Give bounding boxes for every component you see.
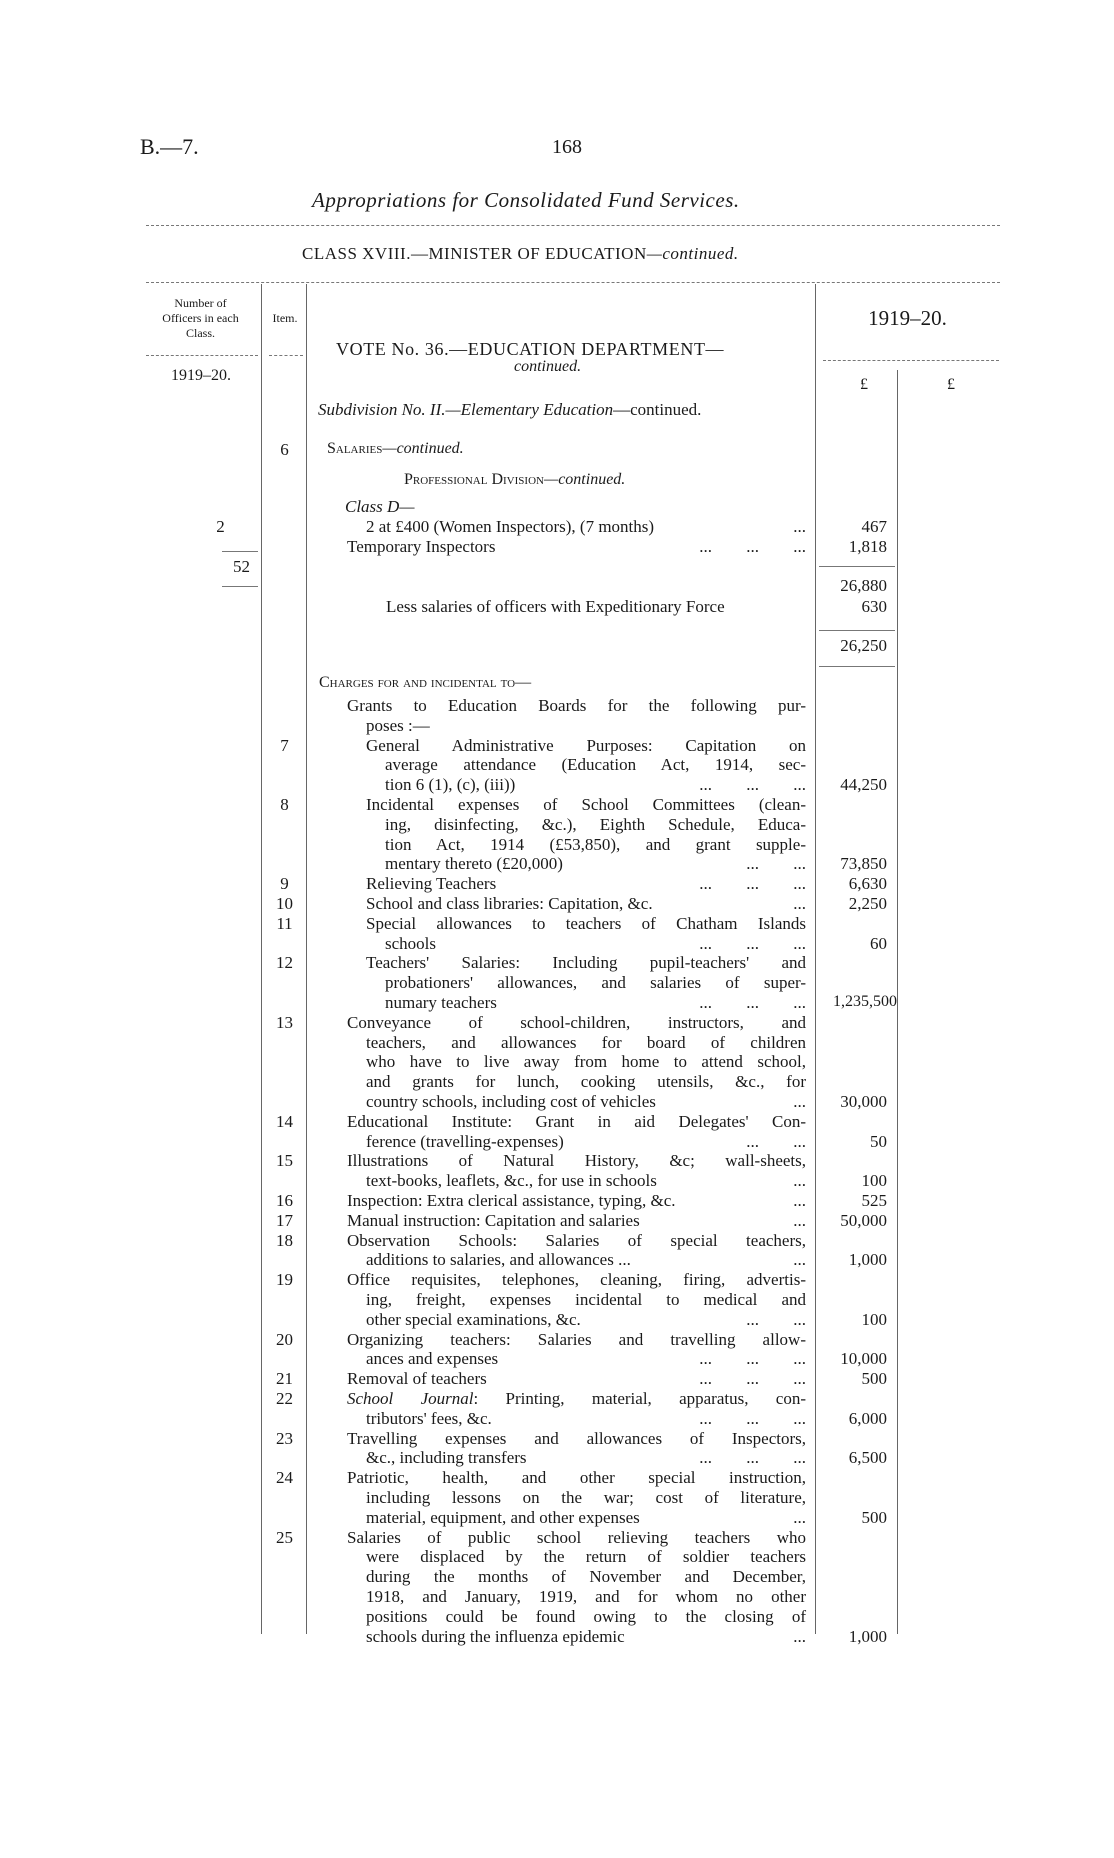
charge-line-text: Educational Institute: Grant in aid Delegates' Con-	[347, 1111, 806, 1131]
charge-line	[347, 1330, 806, 1350]
leader-dots: ... ... ...	[699, 874, 806, 894]
charge-line	[366, 795, 806, 815]
less-amount: 630	[861, 597, 887, 616]
vote-title-cont: continued.	[514, 358, 582, 375]
item-number: 20	[276, 1329, 293, 1349]
charges-heading: Charges for and incidental to—	[319, 674, 532, 691]
charge-line-text: Teachers' Salaries: Including pupil-teachers' and	[366, 953, 806, 973]
leader-dots: ... ...	[746, 1131, 806, 1151]
charge-line	[366, 1488, 806, 1508]
charge-line-text: schools	[385, 933, 436, 953]
officers-rule	[222, 551, 258, 552]
charge-line-text: who have to live away from home to attend school,	[366, 1052, 806, 1072]
charge-amount: 1,235,500	[833, 993, 897, 1010]
charge-amount: 50,000	[840, 1210, 887, 1230]
charge-line-text: General Administrative Purposes: Capitation on	[366, 735, 806, 755]
charge-amount: 100	[861, 1171, 887, 1191]
charge-line-text: probationers' allowances, and salaries of super-	[385, 973, 806, 993]
charge-amount: 6,630	[848, 874, 887, 894]
officers-header-line: Officers in each	[162, 311, 239, 325]
charge-line-text: Relieving Teachers	[366, 874, 497, 894]
charge-line-text: Patriotic, health, and other special instruction,	[347, 1468, 806, 1488]
column-rule	[306, 284, 307, 1634]
leader-dots: ...	[793, 1092, 806, 1111]
charge-line	[347, 1528, 806, 1548]
column-rule	[261, 284, 262, 1634]
charge-line	[366, 736, 806, 756]
charge-line	[366, 894, 806, 914]
charge-line-text: and grants for lunch, cooking utensils, &c., for	[366, 1072, 806, 1092]
charge-line	[385, 973, 806, 993]
divider	[146, 282, 1000, 283]
leader-dots: ... ...	[746, 854, 806, 874]
charge-line	[385, 934, 806, 954]
charge-line	[366, 1587, 806, 1607]
charge-amount: 1,000	[848, 1626, 887, 1646]
charge-line-text: School and class libraries: Capitation, &c.	[366, 894, 653, 913]
charge-line-text: additions to salaries, and allowances ...	[366, 1250, 631, 1270]
salaries-cont: —continued.	[382, 440, 464, 457]
charge-amount: 60	[870, 933, 887, 953]
divider	[146, 225, 1000, 226]
item-number: 21	[276, 1369, 293, 1389]
leader-dots: ... ... ...	[699, 1369, 806, 1389]
charge-line-text: tion Act, 1914 (£53,850), and grant supple-	[385, 834, 806, 854]
leader-dots: ... ... ...	[699, 537, 806, 556]
leader-dots: ...	[793, 1250, 806, 1270]
charge-line-text: including lessons on the war; cost of literature,	[366, 1488, 806, 1507]
charge-line	[385, 835, 806, 855]
charge-amount: 100	[861, 1309, 887, 1329]
charge-line	[366, 1250, 806, 1270]
charge-line	[347, 1211, 806, 1231]
charge-amount: 525	[861, 1191, 887, 1210]
class-d-heading: Class D—	[345, 497, 415, 516]
charge-line	[366, 874, 806, 894]
header-rule	[269, 355, 303, 356]
officers-rule	[222, 586, 258, 587]
officers-year: 1919–20.	[171, 367, 231, 384]
item-number: 10	[276, 894, 293, 913]
charge-line-text: text-books, leaflets, &c., for use in schools	[366, 1171, 657, 1191]
leader-dots: ...	[793, 894, 806, 913]
leader-dots: ... ... ...	[699, 933, 806, 953]
year-column-header: 1919–20.	[868, 306, 947, 330]
sum-rule	[819, 566, 895, 567]
pound-sign: £	[860, 376, 868, 393]
charge-amount: 500	[861, 1369, 887, 1389]
charge-line	[366, 953, 806, 973]
officers-total: 52	[233, 557, 250, 576]
item-number: 11	[276, 913, 293, 933]
charge-line-text: Grants to Education Boards for the following pur-	[347, 696, 806, 715]
subdivision-text: Subdivision No. II.—Elementary Education	[318, 400, 614, 419]
division-label: Professional Division	[404, 471, 544, 488]
charge-line	[385, 993, 806, 1013]
charge-line	[347, 696, 806, 716]
salary-amount: 1,818	[848, 537, 887, 556]
officers-header-line: Number of	[174, 296, 227, 310]
officers-count: 2	[216, 517, 225, 536]
charge-line	[366, 1310, 806, 1330]
charge-amount: 10,000	[840, 1349, 887, 1369]
less-label: Less salaries of officers with Expeditionary Force	[386, 597, 725, 616]
sum-rule	[819, 666, 895, 667]
charge-line	[366, 1033, 806, 1053]
charge-line	[366, 914, 806, 934]
leader-dots: ...	[793, 517, 806, 536]
charge-line-text: Inspection: Extra clerical assistance, typing, &c.	[347, 1191, 676, 1210]
charge-line	[366, 1627, 806, 1647]
charge-amount: 500	[861, 1507, 887, 1527]
charge-amount: 1,000	[848, 1250, 887, 1270]
charge-line-text: other special examinations, &c.	[366, 1309, 581, 1329]
charge-line	[385, 815, 806, 835]
item-number: 12	[276, 953, 293, 973]
charge-line	[366, 1171, 806, 1191]
charge-line	[347, 1369, 806, 1389]
leader-dots: ...	[793, 1210, 806, 1230]
subdivision-cont: —continued.	[613, 400, 702, 419]
item-number: 25	[276, 1527, 293, 1547]
charge-line-text: positions could be found owing to the closing of	[366, 1606, 806, 1626]
charge-line	[366, 1052, 806, 1072]
leader-dots: ... ... ...	[699, 775, 806, 795]
leader-dots: ... ... ...	[699, 1408, 806, 1428]
item-number: 6	[280, 440, 289, 459]
charge-line	[347, 1191, 806, 1211]
charge-line	[385, 775, 806, 795]
charge-amount: 30,000	[840, 1092, 887, 1111]
leader-dots: ... ... ...	[699, 1448, 806, 1468]
header-rule	[146, 355, 258, 356]
item-number: 16	[276, 1191, 293, 1210]
charge-line	[347, 1389, 806, 1409]
charge-line	[347, 1468, 806, 1488]
item-number: 13	[276, 1012, 293, 1032]
page-number: 168	[552, 136, 582, 158]
charge-line	[347, 1231, 806, 1251]
column-rule	[897, 370, 898, 1634]
item-number: 24	[276, 1468, 293, 1488]
charge-line-text: during the months of November and December,	[366, 1567, 806, 1587]
charge-line	[366, 1607, 806, 1627]
salary-amount: 467	[861, 517, 887, 536]
charge-line-text: Conveyance of school-children, instructors, and	[347, 1012, 806, 1032]
charge-line	[366, 1349, 806, 1369]
class-title	[302, 244, 739, 264]
item-number: 23	[276, 1428, 293, 1448]
charge-line-text: average attendance (Education Act, 1914, sec-	[385, 755, 806, 775]
charge-line-text: Salaries of public school relieving teachers who	[347, 1527, 806, 1547]
charge-line	[366, 1508, 806, 1528]
header-rule	[823, 360, 999, 361]
class-title-cont: —continued.	[646, 244, 739, 263]
salaries-heading	[327, 440, 464, 458]
subtotal-amount: 26,880	[840, 576, 887, 595]
charge-line	[366, 1409, 806, 1429]
charge-line-text: Incidental expenses of School Committees (clean-	[366, 795, 806, 814]
column-rule	[815, 284, 816, 1634]
charge-line-text: 1918, and January, 1919, and for whom no other	[366, 1587, 806, 1606]
charge-amount: 6,000	[848, 1408, 887, 1428]
charge-line	[347, 1151, 806, 1171]
charge-line-text: Special allowances to teachers of Chatham Islands	[366, 913, 806, 933]
item-number: 9	[280, 874, 289, 894]
charge-line	[366, 1567, 806, 1587]
charge-line	[385, 755, 806, 775]
charge-line	[366, 1092, 806, 1112]
item-number: 14	[276, 1111, 293, 1131]
total-amount: 26,250	[840, 636, 887, 655]
salary-row-text: Temporary Inspectors	[347, 537, 496, 556]
item-column-header: Item.	[272, 311, 298, 325]
division-cont: —continued.	[543, 471, 626, 488]
officers-column-header	[140, 296, 261, 341]
division-heading	[404, 471, 625, 489]
charge-line-text: tion 6 (1), (c), (iii))	[385, 775, 516, 795]
charge-line-text: schools during the influenza epidemic	[366, 1626, 625, 1646]
charge-line-text: Travelling expenses and allowances of Inspectors,	[347, 1428, 806, 1448]
item-number: 18	[276, 1230, 293, 1250]
pound-sign: £	[947, 376, 955, 393]
vote-title: VOTE No. 36.—EDUCATION DEPARTMENT—	[336, 339, 725, 359]
charge-line-text: country schools, including cost of vehicles	[366, 1092, 656, 1111]
salary-row-text: 2 at £400 (Women Inspectors), (7 months)	[366, 517, 655, 536]
charge-line	[366, 1072, 806, 1092]
item-number: 15	[276, 1151, 293, 1171]
charge-line	[366, 1132, 806, 1152]
charge-line-text: teachers, and allowances for board of children	[366, 1032, 806, 1052]
subdivision-title	[318, 400, 701, 420]
leader-dots: ...	[793, 1171, 806, 1191]
charge-line-text: ference (travelling-expenses)	[366, 1131, 564, 1151]
charge-line-text: numary teachers	[385, 993, 497, 1012]
charge-amount: 44,250	[840, 775, 887, 795]
leader-dots: ...	[793, 1191, 806, 1210]
charge-amount: 50	[870, 1131, 887, 1151]
item-number: 7	[280, 735, 289, 755]
charge-line	[347, 1112, 806, 1132]
charge-line-text: tributors' fees, &c.	[366, 1408, 492, 1428]
item-number: 8	[280, 795, 289, 814]
charge-line-text: School Journal: Printing, material, apparatus, con-	[347, 1389, 806, 1408]
charge-amount: 73,850	[840, 854, 887, 874]
leader-dots: ...	[793, 1507, 806, 1527]
charge-line-text: mentary thereto (£20,000)	[385, 854, 563, 874]
class-title-text: CLASS XVIII.—MINISTER OF EDUCATION	[302, 244, 647, 263]
charge-line-text: ances and expenses	[366, 1349, 499, 1369]
charge-line-text: Removal of teachers	[347, 1369, 487, 1389]
salary-row	[366, 517, 806, 537]
charge-line	[347, 1013, 806, 1033]
charge-line-text: material, equipment, and other expenses	[366, 1507, 640, 1527]
officers-header-line: Class.	[185, 326, 215, 340]
item-number: 19	[276, 1270, 293, 1290]
charge-line	[366, 716, 806, 736]
charge-line	[347, 1429, 806, 1449]
salaries-label: Salaries	[327, 440, 383, 457]
charge-line-text: Observation Schools: Salaries of special teachers,	[347, 1230, 806, 1250]
charge-line-text: were displaced by the return of soldier teachers	[366, 1547, 806, 1567]
charge-line	[385, 854, 806, 874]
report-reference: B.—7.	[140, 134, 199, 159]
leader-dots: ... ...	[746, 1309, 806, 1329]
charge-amount: 2,250	[848, 894, 887, 913]
item-number: 22	[276, 1389, 293, 1408]
charge-line	[366, 1448, 806, 1468]
charge-line-text: Organizing teachers: Salaries and travelling allow-	[347, 1329, 806, 1349]
leader-dots: ...	[793, 1626, 806, 1646]
charge-line	[366, 1290, 806, 1310]
charge-line-text: &c., including transfers	[366, 1448, 527, 1468]
item-number: 17	[276, 1210, 293, 1230]
salary-row	[347, 537, 806, 557]
charge-amount: 6,500	[848, 1448, 887, 1468]
charge-line-text: ing, disinfecting, &c.), Eighth Schedule, Educa-	[385, 814, 806, 834]
leader-dots: ... ... ...	[699, 1349, 806, 1369]
leader-dots: ... ... ...	[699, 993, 806, 1012]
charge-line-text: poses :—	[366, 715, 430, 735]
charge-line-text: Manual instruction: Capitation and salaries	[347, 1210, 640, 1230]
charge-line-text: Illustrations of Natural History, &c; wall-sheets,	[347, 1151, 806, 1171]
charge-line-text: ing, freight, expenses incidental to medical and	[366, 1290, 806, 1309]
charge-line	[347, 1270, 806, 1290]
charge-line-text: Office requisites, telephones, cleaning, firing, advertis-	[347, 1270, 806, 1290]
charge-line	[366, 1547, 806, 1567]
sum-rule	[819, 630, 895, 631]
page-title: Appropriations for Consolidated Fund Services.	[312, 188, 740, 212]
